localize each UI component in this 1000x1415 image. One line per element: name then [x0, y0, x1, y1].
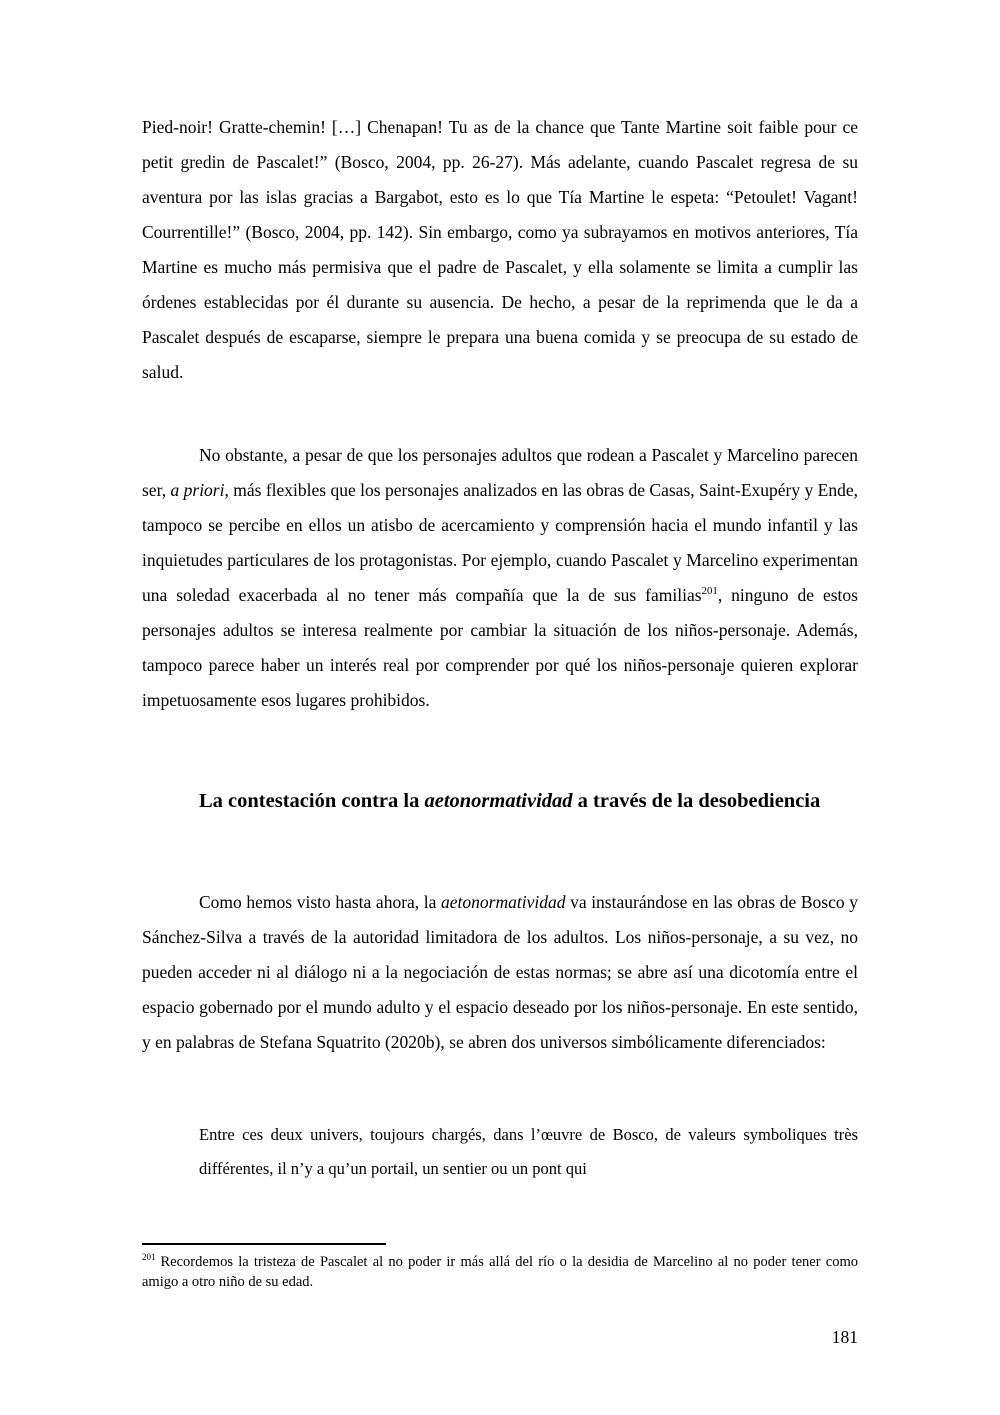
footnote-reference-201: 201	[701, 585, 718, 598]
footnote-marker-201: 201	[142, 1252, 156, 1263]
paragraph-2	[142, 438, 858, 718]
section-heading-text: La contestación contra la	[199, 790, 425, 812]
block-quote	[199, 1118, 858, 1186]
italic-term-aetonormatividad: aetonormatividad	[441, 892, 566, 912]
footnote-text: Recordemos la tristeza de Pascalet al no poder ir más allá del río o la desidia de Marcelino al no poder tener como amigo a otro niño de su edad.	[142, 1254, 858, 1290]
italic-term-a-priori: a priori	[170, 480, 225, 500]
footnote	[142, 1252, 858, 1292]
paragraph-1	[142, 110, 858, 390]
section-heading-text: a través de la desobediencia	[572, 790, 821, 812]
paragraph-3-text: va instaurándose en las obras de Bosco y Sánchez-Silva a través de la autoridad limitadora de los adultos. Los niños-personaje, a su vez, no pueden acceder ni al diálogo ni a la negociación de estas normas; se abre así una dicotomía entre el espacio gobernado por el mundo adulto y el espacio deseado por los niños-personaje. En este sentido, y en palabras de Stefana Squatrito (2020b), se abren dos universos simbólicamente diferenciados:	[142, 892, 858, 1052]
page-number: 181	[831, 1327, 858, 1347]
footnote-separator	[142, 1243, 386, 1245]
block-quote-text: Entre ces deux univers, toujours chargés, dans l’œuvre de Bosco, de valeurs symboliques très différentes, il n’y a qu’un portail, un sentier ou un pont qui	[199, 1125, 858, 1178]
paragraph-2-text: No obstante, a pesar de que los personajes adultos que rodean a Pascalet y Marcelino parecen ser,	[142, 445, 858, 500]
paragraph-2-text: , ninguno de estos personajes adultos se interesa realmente por cambiar la situación de los niños-personaje. Además, tampoco parece haber un interés real por comprender por qué los niños-personaje quieren explorar impetuosamente esos lugares prohibidos.	[142, 585, 858, 710]
italic-term-aetonormatividad: aetonormatividad	[424, 790, 573, 812]
paragraph-2-text: , más flexibles que los personajes analizados en las obras de Casas, Saint-Exupéry y Ende, tampoco se percibe en ellos un atisbo de acercamiento y comprensión hacia el mundo infantil y las inquietudes particulares de los protagonistas. Por ejemplo, cuando Pascalet y Marcelino experimentan una soledad exacerbada al no tener más compañía que la de sus familias	[142, 480, 858, 605]
paragraph-3	[142, 885, 858, 1060]
section-heading	[199, 786, 858, 817]
paragraph-1-text: Pied-noir! Gratte-chemin! […] Chenapan! Tu as de la chance que Tante Martine soit faible pour ce petit gredin de Pascalet!” (Bosco, 2004, pp. 26-27). Más adelante, cuando Pascalet regresa de su aventura por las islas gracias a Bargabot, esto es lo que Tía Martine le espeta: “Petoulet! Vagant! Courrentille!” (Bosco, 2004, pp. 142). Sin embargo, como ya subrayamos en motivos anteriores, Tía Martine es mucho más permisiva que el padre de Pascalet, y ella solamente se limita a cumplir las órdenes establecidas por él durante su ausencia. De hecho, a pesar de la reprimenda que le da a Pascalet después de escaparse, siempre le prepara una buena comida y se preocupa de su estado de salud.	[142, 117, 858, 382]
paragraph-3-text: Como hemos visto hasta ahora, la	[199, 892, 442, 912]
footnote-area	[142, 1243, 858, 1292]
